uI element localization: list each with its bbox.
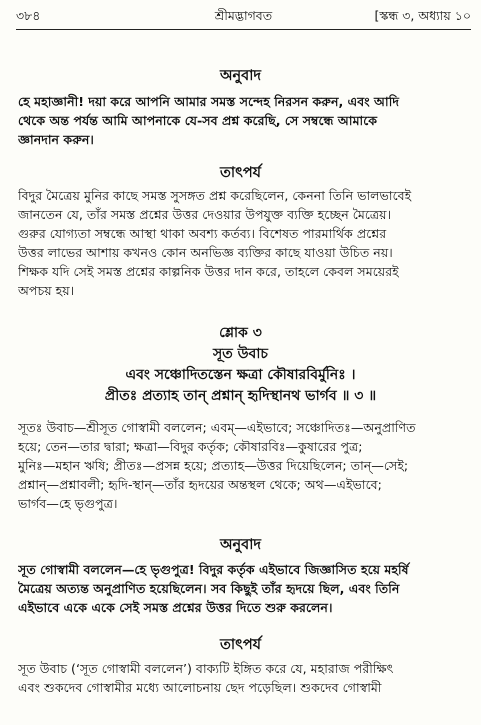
text-line: থেকে অন্ত পর্যন্ত আমি আপনাকে যে-সব প্রশ্ন করেছি, সে সম্বন্ধে আমাকে [18,113,378,128]
purport-heading: তাৎপর্য [219,637,262,653]
header-rule [16,29,471,30]
text-line: হে মহাজ্ঞানী! দয়া করে আপনি আমার সমস্ত সন্দেহ নিরসন করুন, এবং আদি [18,94,399,109]
page-number: ৩৮৪ [16,8,41,23]
text-line: মৈত্রেয় অত্যন্ত অনুপ্রাণিত হয়েছিলেন। সব কিছুই তাঁর হৃদয়ে ছিল, এবং তিনি [18,581,400,596]
text-line: শিক্ষক যদি সেই সমস্ত প্রশ্নের কাল্পনিক উত্তর দান করে, তাহলে কেবল সময়েরই [18,264,399,279]
verse-speaker: সূত উবাচ [213,346,268,362]
text-line: বিদুর মৈত্রেয় মুনির কাছে সমস্ত সুসঙ্গত প্রশ্ন করেছিলেন, কেননা তিনি ভালভাবেই [18,188,412,203]
translation-text [18,92,463,149]
text-line: এইভাবে একে একে সেই সমস্ত প্রশ্নের উত্তর দিতে শুরু করলেন। [18,600,333,615]
synonyms-text [18,418,463,513]
text-line: ভার্গব—হে ভৃগুপুত্র। [18,496,118,511]
verse-number: শ্লোক ৩ [219,325,262,341]
chapter-reference: [স্কন্ধ ৩, অধ্যায় ১০ [374,8,471,23]
translation-heading: অনুবাদ [219,537,262,553]
purport-heading: তাৎপর্য [219,165,262,181]
text-line: গুরুর যোগ্যতা সম্বন্ধে আস্থা থাকা অবশ্য কর্তব্য। বিশেষত পারমার্থিক প্রশ্নের [18,226,387,241]
text-line: হয়ে; তেন—তার দ্বারা; ক্ষত্রা—বিদুর কর্তৃক; কৌষারবিঃ—কুষারের পুত্র; [18,439,363,454]
verse-block [0,323,481,407]
translation-text [18,560,463,617]
text-line: মুনিঃ—মহান ঋষি; প্রীতঃ—প্রসন্ন হয়ে; প্রত্যাহ—উত্তর দিয়েছিলেন; তান্—সেই; [18,458,409,473]
text-line: জ্ঞানদান করুন। [18,132,94,147]
purport-text [18,186,463,300]
purport-text [18,659,463,697]
text-line: সূতঃ উবাচ—শ্রীসূত গোস্বামী বললেন; এবম্—এইভাবে; সঞ্চোদিতঃ—অনুপ্রাণিত [18,420,416,435]
text-line: প্রশ্নান্—প্রশ্নাবলী; হৃদি-স্থান্—তাঁর হৃদয়ের অন্তস্থল থেকে; অথ—এইভাবে; [18,477,382,492]
text-line: সূত উবাচ (‘সূত গোস্বামী বললেন’) বাক্যটি ইঙ্গিত করে যে, মহারাজ পরীক্ষিৎ [18,661,394,676]
text-line: সূত গোস্বামী বললেন—হে ভৃগুপুত্র! বিদুর কর্তৃক এইভাবে জিজ্ঞাসিত হয়ে মহর্ষি [18,562,409,577]
text-line: এবং শুকদেব গোস্বামীর মধ্যে আলোচনায় ছেদ পড়েছিল। শুকদেব গোস্বামী [18,680,382,695]
verse-line: প্রীতঃ প্রত্যাহ তান্ প্রশ্নান্ হৃদিস্থানথ ভার্গব ॥ ৩ ॥ [104,388,377,404]
text-line: জানতেন যে, তাঁর সমস্ত প্রশ্নের উত্তর দেওয়ার উপযুক্ত ব্যক্তি হচ্ছেন মৈত্রেয়। [18,207,392,222]
book-title: শ্রীমদ্ভাগবত [214,8,273,23]
running-header [16,8,471,28]
text-line: অপচয় হয়। [18,283,75,298]
translation-heading: অনুবাদ [219,68,262,84]
verse-line: এবং সঞ্চোদিতস্তেন ক্ষত্রা কৌষারবির্মুনিঃ । [125,367,356,383]
text-line: উত্তর লাভের আশায় কখনও কোন অনভিজ্ঞ ব্যক্তির কাছে যাওয়া উচিত নয়। [18,245,393,260]
